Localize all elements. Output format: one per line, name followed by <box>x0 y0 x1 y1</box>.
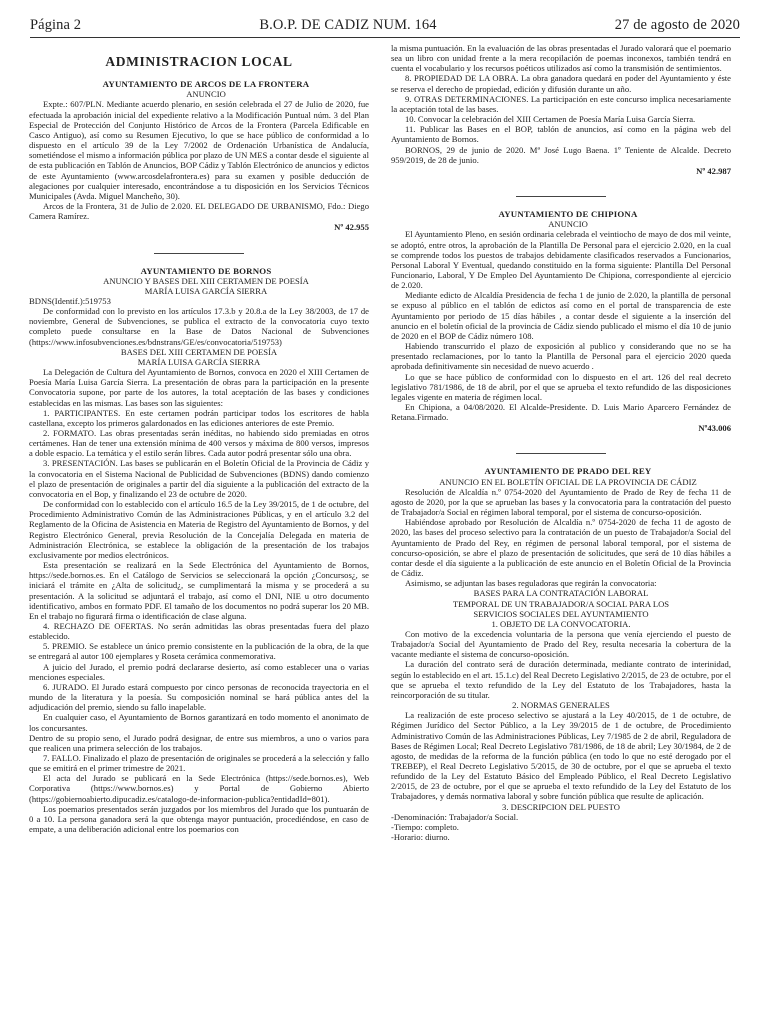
bornos-paragraph: la misma puntuación. En la evaluación de las obras presentadas el Jurado valorará que el poemario sea un libro con unidad frente a la mera recopilación de poemas inconexos, también tendrá en cuenta el vocabulario y los recursos poéticos utilizados así como la transmisión de sentimientos. <box>391 43 731 74</box>
bornos-paragraph: De conformidad con lo establecido con el artículo 16.5 de la Ley 39/2015, de 1 de octubre, del Procedimiento Administrativo Común de las Administraciones Públicas, y en el artículo 3.2 del Reglamento de la Oficina de Asistencia en Materia de Registro del Ayuntamiento de Bornos, y del Registro Electrónico General, previa Resolución de la Concejalía Delegada en materia de Administración Electrónica, se establece la obligación de la presentación de los trabajos exclusivamente por medios electrónicos. <box>29 499 369 560</box>
prado-heading: SERVICIOS SOCIALES DEL AYUNTAMIENTO <box>473 608 649 619</box>
prado-paragraph: La realización de este proceso selectivo se ajustará a la Ley 40/2015, de 1 de octubre, de Régimen Jurídico del Sector Público, a la Ley 39/2015 de 1 de octubre, de Procedimiento Administrativo Común de las Administraciones Públicas, Ley 7/1985 de 2 de abril, Reguladora de Bases de Régimen Local; Real Decreto Legislativo 781/1986, de 18 de abril; Ley 30/1984, de 2 de agosto, de medidas de la reforma de la función pública (en todo lo que no esté derogado por el TREBEP), el Real Decreto Legislativo 5/2015, de 30 de octubre, por el que se aprueba el texto refundido de la Ley del Estatuto Básico del Empleado Público, el Real Decreto Legislativo 2/2015, de 23 de octubre, por el que se aprueba el texto refundido de la Ley del Estatuto de los Trabajadores, y demás normativa laboral y sobre función pública que resulte de aplicación. <box>391 710 731 802</box>
bornos-continuation <box>391 43 731 176</box>
bornos-bases-heading-1: BASES DEL XIII CERTAMEN DE POESÍA <box>120 346 278 357</box>
bornos-base-8: 8. PROPIEDAD DE LA OBRA. La obra ganadora quedará en poder del Ayuntamiento y éste se reserva el derecho de propiedad, edición y difusión durante un año. <box>391 73 731 94</box>
page-header <box>30 12 740 34</box>
prado-heading: 1. OBJETO DE LA CONVOCATORIA. <box>491 618 631 629</box>
bornos-base-2: 2. FORMATO. Las obras presentadas serán inéditas, no habiendo sido premiadas en otros certámenes. Han de tener una extensión mínima de 400 versos y máxima de 800 versos, impresos a doble espacio. La temática y el estilo serán libres. Cada autor podrá presentar sólo una obra. <box>29 428 369 459</box>
prado-paragraph: Resolución de Alcaldía n.º 0754-2020 del Ayuntamiento de Prado de Rey de fecha 11 de agosto de 2020, por la que se aprueban las bases y la convocatoria para la contratación del puesto de Trabajador/a Social en régimen laboral temporal, por el sistema de concurso-oposición. <box>391 486 731 518</box>
arcos-subtitle: ANUNCIO <box>186 89 226 100</box>
bornos-title: AYUNTAMIENTO DE BORNOS <box>140 265 272 276</box>
bornos-reference: Nº 42.987 <box>696 165 731 176</box>
bornos-base-7: 7. FALLO. Finalizado el plazo de presentación de originales se procederá a la selección y fallo que se emitirá en el primer trimestre de 2021. <box>29 753 369 774</box>
chipiona-title: AYUNTAMIENTO DE CHIPIONA <box>498 209 638 220</box>
bornos-base-1: 1. PARTICIPANTES. En este certamen podrán participar todos los escritores de habla castellana, excepto los primeros galardonados en las ediciones anteriores de este Premio. <box>29 407 369 428</box>
bornos-paragraph: Los poemarios presentados serán juzgados por los miembros del Jurado que los puntuarán de 0 a 10. La persona ganadora será la que obtenga mayor puntuación, procediéndose, en caso de empate, a una deliberación adicional entre los poemarios con <box>29 803 369 835</box>
header-rule <box>30 37 740 38</box>
bornos-signature: BORNOS, 29 de junio de 2020. Mª José Lugo Baena. 1º Teniente de Alcalde. Decreto 959/2019, de 28 de junio. <box>391 144 731 165</box>
bornos-paragraph: De conformidad con lo previsto en los artículos 17.3.b y 20.8.a de la Ley 38/2003, de 17 de noviembre, General de Subvenciones, se publica el extracto de la convocatoria cuyo texto completo puede consultarse en la Base de Datos Nacional de Subvenciones (https://www.infosubvenciones.es/bdnstrans/GE/es/convocatoria/519753) <box>29 306 369 347</box>
bornos-bases-heading-2: MARÍA LUISA GARCÍA SIERRA <box>137 356 261 367</box>
prado-detail: -Horario: diurno. <box>391 832 450 843</box>
arcos-paragraph-1: Expte.: 607/PLN. Mediante acuerdo plenario, en sesión celebrada el 27 de Julio de 2020, fue efectuada la aprobación inicial del expediente relativo a la Modificación Puntual núm. 3 del Plan Especial de Protección del Conjunto Histórico de Arcos de la Frontera (Parcela Edificable en Casco Antiguo), así como su Resumen Ejecutivo, lo que se hace público de conformidad a lo dispuesto en el artículo 39 de la Ley 7/2002 de Ordenación Urbanística de Andalucía, sometiéndose el mismo a información pública por plazo de UN MES a contar desde el siguiente al de esta publicación en Tablón de Anuncios, BOP Cádiz y Tablón Electrónico de anuncios y edictos de este Ayuntamiento (www.arcosdelafrontera.es) para su examen y posible deducción de alegaciones por cualquier interesado, encontrándose a tu disposición en los Servicios Técnicos Municipales (Avda. Miguel Mancheño, 30). <box>29 99 369 201</box>
prado-paragraph: Habiéndose aprobado por Resolución de Alcaldía n.º 0754-2020 de fecha 11 de agosto de 2020, las bases del proceso selectivo para la contratación de un puesto de Trabajador/a Social del Ayuntamiento de Prado del Rey, en régimen de personal laboral temporal, por el sistema de concurso-oposición, se abre el plazo de presentación de solicitudes, que será de 10 días hábiles a contar desde el día siguiente a la publicación de este anuncio en el Boletín Oficial de la Provincia de Cádiz. <box>391 517 731 579</box>
bornos-subtitle-1: ANUNCIO Y BASES DEL XIII CERTAMEN DE POESÍA <box>103 275 309 286</box>
bornos-paragraph: El acta del Jurado se publicará en la Sede Electrónica (https://sede.bornos.es), Web Corporativa (https://www.bornos.es) y Portal de Gobierno Abierto (https://gobiernoabierto.dipucadiz.es/catalogo-de-informacion-publica?entidadId=801). <box>29 773 369 804</box>
bornos-base-10: 10. Convocar la celebración del XIII Certamen de Poesía María Luisa García Sierra. <box>405 114 696 125</box>
chipiona-paragraph: Habiendo transcurrido el plazo de exposición al publico y considerando que no se ha presentado reclamaciones, por lo tanto la Plantilla de Personal para el ejercicio 2020 queda aprobada definitivamente sin necesidad de nuevo acuerdo . <box>391 341 731 372</box>
bornos-base-3: 3. PRESENTACIÓN. Las bases se publicarán en el Boletín Oficial de la Provincia de Cádiz y la convocatoria en el Sistema Nacional de Publicidad de Subvenciones (BDNS) dando comienzo el plazo de presentación de originales a partir del día siguiente a la publicación del extracto de la convocatoria en el Bop, y finalizando el 23 de octubre de 2020. <box>29 458 369 499</box>
prado-detail: -Tiempo: completo. <box>391 821 459 832</box>
prado-title: AYUNTAMIENTO DE PRADO DEL REY <box>484 466 652 477</box>
bornos-paragraph: Esta presentación se realizará en la Sede Electrónica del Ayuntamiento de Bornos, https://sede.bornos.es. En el Catálogo de Servicios se seleccionará la opción ¿Concursos¿, se iniciará el trámite en ¿Alta de solicitud¿, se cumplimentará la misma y se procederá a su presentación. A la solicitud se adjuntará el trabajo, así como el DNI, NIE u otro documento identificativo, ambos en formato PDF. El tamaño de los documentos no podrá superar los 20 MB. En el trabajo no figurará firma o identificación de clase alguna. <box>29 560 369 621</box>
issue-date: 27 de agosto de 2020 <box>614 17 740 33</box>
prado-paragraph: Con motivo de la excedencia voluntaria de la persona que venía ejerciendo el puesto de Trabajador/a Social del Ayuntamiento de Prado del Rey, resulta necesaria la cobertura de la vacante mediante el sistema de concurso-oposición. <box>391 628 731 660</box>
bornos-paragraph: Dentro de su propio seno, el Jurado podrá designar, de entre sus miembros, a uno o varios para que realicen una primera selección de los trabajos. <box>29 732 369 753</box>
bornos-bdns: BDNS(Identif.):519753 <box>29 295 111 306</box>
prado-subtitle: ANUNCIO EN EL BOLETÍN OFICIAL DE LA PROVINCIA DE CÁDIZ <box>439 476 697 487</box>
arcos-paragraph-2: Arcos de la Frontera, 31 de Julio de 2.020. EL DELEGADO DE URBANISMO, Fdo.: Diego Camera Ramírez. <box>29 201 369 222</box>
prado-heading: TEMPORAL DE UN TRABAJADOR/A SOCIAL PARA LOS <box>452 598 670 609</box>
section-title: ADMINISTRACION LOCAL <box>105 54 293 69</box>
separator-rule <box>516 453 606 454</box>
bornos-paragraph: En cualquier caso, el Ayuntamiento de Bornos garantizará en todo momento el anonimato de los concursantes. <box>29 712 369 733</box>
separator-rule <box>154 253 244 254</box>
chipiona-reference: Nº43.006 <box>698 423 731 434</box>
arcos-notice <box>29 79 369 232</box>
page-number: Página 2 <box>30 17 82 33</box>
bornos-paragraph: A juicio del Jurado, el premio podrá declararse desierto, así como establecer una o varias menciones especiales. <box>29 661 369 682</box>
chipiona-notice <box>391 209 731 433</box>
bornos-subtitle-2: MARÍA LUISA GARCÍA SIERRA <box>144 285 268 296</box>
left-column <box>29 43 369 1018</box>
right-column <box>391 43 731 1018</box>
prado-detail: -Denominación: Trabajador/a Social. <box>391 811 519 822</box>
chipiona-paragraph: Lo que se hace público de conformidad con lo dispuesto en el art. 126 del real decreto legislativo 781/1986, de 18 de abril, por el que se aprueba el texto refundido de las disposiciones legales vigente en materia de régimen local. <box>391 371 731 402</box>
bornos-base-6: 6. JURADO. El Jurado estará compuesto por cinco personas de reconocida trayectoria en el mundo de la literatura y la poesía. Su composición nominal se hará pública antes del la adjudicación del premio, siendo su fallo inapelable. <box>29 681 369 713</box>
bornos-base-5: 5. PREMIO. Se establece un único premio consistente en la publicación de la obra, de la que se entregará al autor 100 ejemplares y Roseta cerámica conmemorativa. <box>29 641 369 662</box>
chipiona-paragraph: Mediante edicto de Alcaldía Presidencia de fecha 1 de junio de 2.020, la plantilla de personal se expuso al público en el tablón de edictos así como en el portal de transparencia de este Ayuntamiento por periodo de 15 días hábiles , a contar desde el siguiente a la inserción del anuncio en el boletín oficial de la provincia de Cádiz siendo publicado el mismo el día 10 de junio de 2020 en el BOP de Cádiz número 108. <box>391 290 731 341</box>
prado-heading: 3. DESCRIPCION DEL PUESTO <box>502 801 620 812</box>
bornos-base-11: 11. Publicar las Bases en el BOP, tablón de anuncios, así como en la página web del Ayuntamiento de Bornos. <box>391 124 731 145</box>
prado-notice <box>391 466 731 842</box>
chipiona-signature: En Chipiona, a 04/08/2020. El Alcalde-Presidente. D. Luis Mario Aparcero Fernández de Retana.Firmado. <box>391 402 731 423</box>
prado-paragraph: La duración del contrato será de duración determinada, mediante contrato de interinidad, según lo establecido en el art. 15.1.c) del Real Decreto Legislativo 2/2015, de 23 de octubre, por el que se aprueba el texto refundido de la Ley del Estatuto de los Trabajadores, hasta la reincorporación de su titular. <box>391 659 731 700</box>
bornos-notice <box>29 266 369 835</box>
separator-rule <box>516 196 606 197</box>
arcos-reference: Nº 42.955 <box>334 222 369 233</box>
chipiona-subtitle: ANUNCIO <box>548 219 588 230</box>
prado-paragraph: Asimismo, se adjuntan las bases reguladoras que regirán la convocatoria: <box>405 578 657 589</box>
prado-heading: 2. NORMAS GENERALES <box>512 700 610 711</box>
bornos-paragraph: La Delegación de Cultura del Ayuntamiento de Bornos, convoca en 2020 el XIII Certamen de Poesía María Luisa García Sierra. La presentación de obras para la participación en la presente Convocatoria supone, por parte de los autores, la total aceptación de las bases y condiciones establecidas en las mismas. Las bases son las siguientes: <box>29 367 369 408</box>
chipiona-paragraph: El Ayuntamiento Pleno, en sesión ordinaria celebrada el veintiocho de mayo de dos mil veinte, se adoptó, entre otros, la aprobación de la Plantilla De Personal para el ejercicio 2.020, en la cual se comprende todos los puestos de trabajos debidamente clasificados reservados a Funcionarios, Personal Laboral Y Eventual, quedando constituido en la forma siguiente: Plantilla Del Personal Funcionario, Laboral, Y De Empleo Del Ayuntamiento De Chipiona, correspondiente al ejercicio de 2.020. <box>391 229 731 291</box>
bulletin-title: B.O.P. DE CADIZ NUM. 164 <box>259 17 437 33</box>
bornos-base-4: 4. RECHAZO DE OFERTAS. No serán admitidas las obras presentadas fuera del plazo establecido. <box>29 620 369 642</box>
arcos-title: AYUNTAMIENTO DE ARCOS DE LA FRONTERA <box>102 79 310 90</box>
bornos-base-9: 9. OTRAS DETERMINACIONES. La participación en este concurso implica necesariamente la aceptación total de las bases. <box>391 93 731 114</box>
prado-heading: BASES PARA LA CONTRATACIÓN LABORAL <box>473 588 649 599</box>
